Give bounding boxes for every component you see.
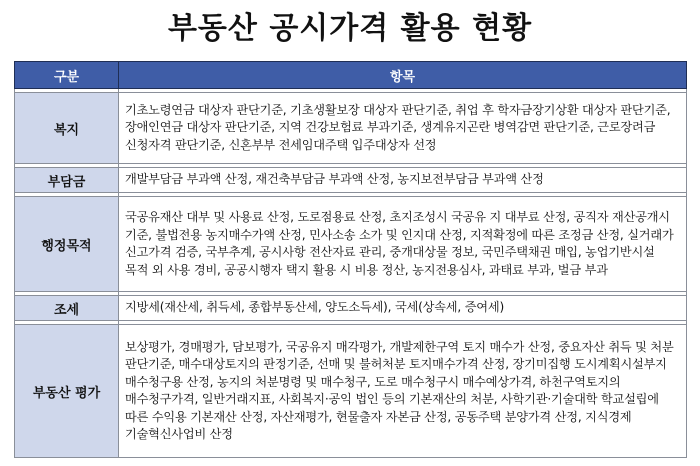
category-cell-tax: 조세: [15, 296, 119, 321]
category-cell-administrative: 행정목적: [15, 197, 119, 292]
table-row: [15, 168, 687, 193]
table-row: [15, 93, 687, 164]
category-cell-appraisal: 부동산 평가: [15, 325, 119, 458]
usage-table: [14, 61, 687, 458]
page-title: 부동산 공시가격 활용 현황: [167, 11, 533, 46]
items-cell-appraisal: 보상평가, 경매평가, 담보평가, 국공유지 매각평가, 개발제한구역 토지 매수가 산정, 중요자산 취득 및 처분 판단기준, 매수대상토지의 판정기준, 선매 및 불허처분 토지매수가격 산정, 장기미집행 도시계획시설부지 매수청구용 산정, 농지의 처분명령 및 매수청구, 도로 매수청구시 매수예상가격, 하천구역토지의 매수청구가격, 일반거래지표, 사회복지·공익 법인 등의 기본재산의 처분, 사학기관·기술대학 학교설립에 따른 수익용 기본재산 산정, 자산재평가, 현물출자 자본금 산정, 공동주택 분양가격 산정, 지식경제 기술혁신사업비 산정: [119, 325, 687, 458]
items-cell-charges: 개발부담금 부과액 산정, 재건축부담금 부과액 산정, 농지보전부담금 부과액 산정: [119, 168, 687, 193]
items-cell-welfare: 기초노령연금 대상자 판단기준, 기초생활보장 대상자 판단기준, 취업 후 학자금장기상환 대상자 판단기준, 장애인연금 대상자 판단기준, 지역 건강보험료 부과기준, 생계유지곤란 병역감면 판단기준, 근로장려금 신청자격 판단기준, 신혼부부 전세임대주택 입주대상자 선정: [119, 93, 687, 164]
category-cell-welfare: 복지: [15, 93, 119, 164]
table-header-row: [15, 62, 687, 89]
header-items: 항목: [119, 62, 687, 89]
table-row: [15, 296, 687, 321]
header-category: 구분: [15, 62, 119, 89]
table-row: [15, 325, 687, 458]
category-cell-charges: 부담금: [15, 168, 119, 193]
table-row: [15, 197, 687, 292]
items-cell-tax: 지방세(재산세, 취득세, 종합부동산세, 양도소득세), 국세(상속세, 증여세): [119, 296, 687, 321]
items-cell-administrative: 국공유재산 대부 및 사용료 산정, 도로점용료 산정, 초지조성시 국공유 지 대부료 산정, 공직자 재산공개시 기준, 불법전용 농지매수가액 산정, 민사소송 소가 및 인지대 산정, 지적확정에 따른 조정금 산정, 실거래가 신고가격 검증, 국부추계, 공시사항 전산자료 관리, 중개대상물 정보, 국민주택채권 매입, 농업기반시설 목적 외 사용 경비, 공공시행자 택지 활용 시 비용 정산, 농지전용심사, 과태료 부과, 벌금 부과: [119, 197, 687, 292]
